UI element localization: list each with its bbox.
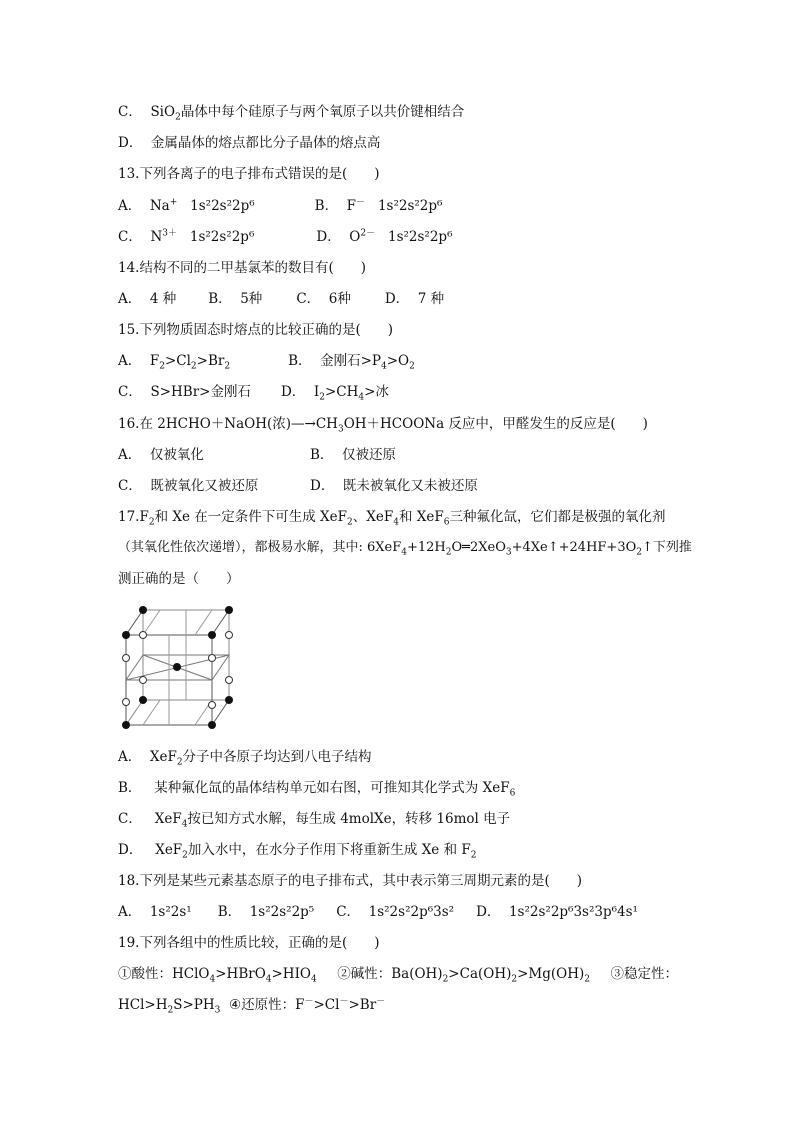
q13-options-ab: A． Na+ 1s²2s²2p⁶ B． F－ 1s²2s²2p⁶ [118,197,443,214]
q17-stem-line3: 测正确的是（ ） [118,571,240,587]
q16-options-cd: C． 既被氧化又被还原 D． 既未被氧化又未被还原 [118,478,478,494]
q13-options-cd: C． $N^{3+}$ 1s²2s²2p⁶ D． $O^{2-}$ 1s²2s²2p⁶ [118,228,453,245]
q16-options-ab: A． 仅被氧化 B． 仅被还原 [118,447,397,463]
q17-option-a: A． XeF$_2$分子中各原子均达到八电子结构 [118,749,372,768]
q18-options: A． 1s²2s¹ B． 1s²2s²2p⁵ C． 1s²2s²2p⁶3s² D． 1s²2s²2p⁶3s²3p⁶4s¹ [118,904,638,920]
q18-stem: 18.下列是某些元素基态原子的电子排布式，其中表示第三周期元素的是( ) [118,873,583,889]
q19-stem: 19.下列各组中的性质比较，正确的是( ) [118,935,380,951]
q15-options-ab: A． $F_2>Cl_2>Br_2$ B． 金刚石$>P_4>O_2$ [118,353,415,372]
q19-statements-line1: ①酸性：$HClO_4>HBrO_4>HIO_4$ ②碱性：$Ba(OH)_2>Ca(OH)_2>Mg(OH)_2$ ③稳定性： [118,966,678,985]
q17-option-d: D． XeF$_2$加入水中，在水分子作用下将重新生成 Xe 和 $F_2$ [118,842,477,861]
q12-option-d: D． 金属晶体的熔点都比分子晶体的熔点高 [118,135,381,151]
q16-stem: 16.在 2HCHO＋NaOH(浓)$—\to CH_3OH+HCOONa$ 反应中，甲醛发生的反应是( ) [118,416,648,435]
q19-statements-line2: $HCl>H_2S>PH_3$ ④还原性：F－>Cl－>Br－ [118,996,386,1016]
q17-option-c: C． XeF$_4$按已知方式水解，每生成 4molXe，转移 16mol 电子 [118,811,511,830]
q15-options-cd: C． S>HBr>金刚石 D． $I_2>CH_4>$冰 [118,384,389,403]
q14-options: A． 4 种 B． 5种 C． 6种 D． 7 种 [118,291,445,307]
crystal-unit-cell-figure [118,600,248,735]
q17-option-b: B． 某种氟化氙的晶体结构单元如右图，可推知其化学式为 XeF$_6$ [118,780,516,799]
q14-stem: 14.结构不同的二甲基氯苯的数目有( ) [118,260,367,276]
q12-option-c: C． SiO$_2$晶体中每个硅原子与两个氧原子以共价键相结合 [118,104,465,123]
q17-stem-line2: （其氧化性依次递增），都极易水解，其中: $6XeF_4+12H_2O═2XeO_3+4Xe↑+24HF+3O_2↑$下列推 [118,540,692,558]
q17-stem-line1: $17.F_2$和 Xe 在一定条件下可生成 XeF$_2$、XeF$_4$和 XeF$_6$三种氟化氙，它们都是极强的氧化剂 [118,509,666,528]
q15-stem: 15.下列物质固态时熔点的比较正确的是( ) [118,322,394,338]
q13-stem: 13.下列各离子的电子排布式错误的是( ) [118,166,380,182]
